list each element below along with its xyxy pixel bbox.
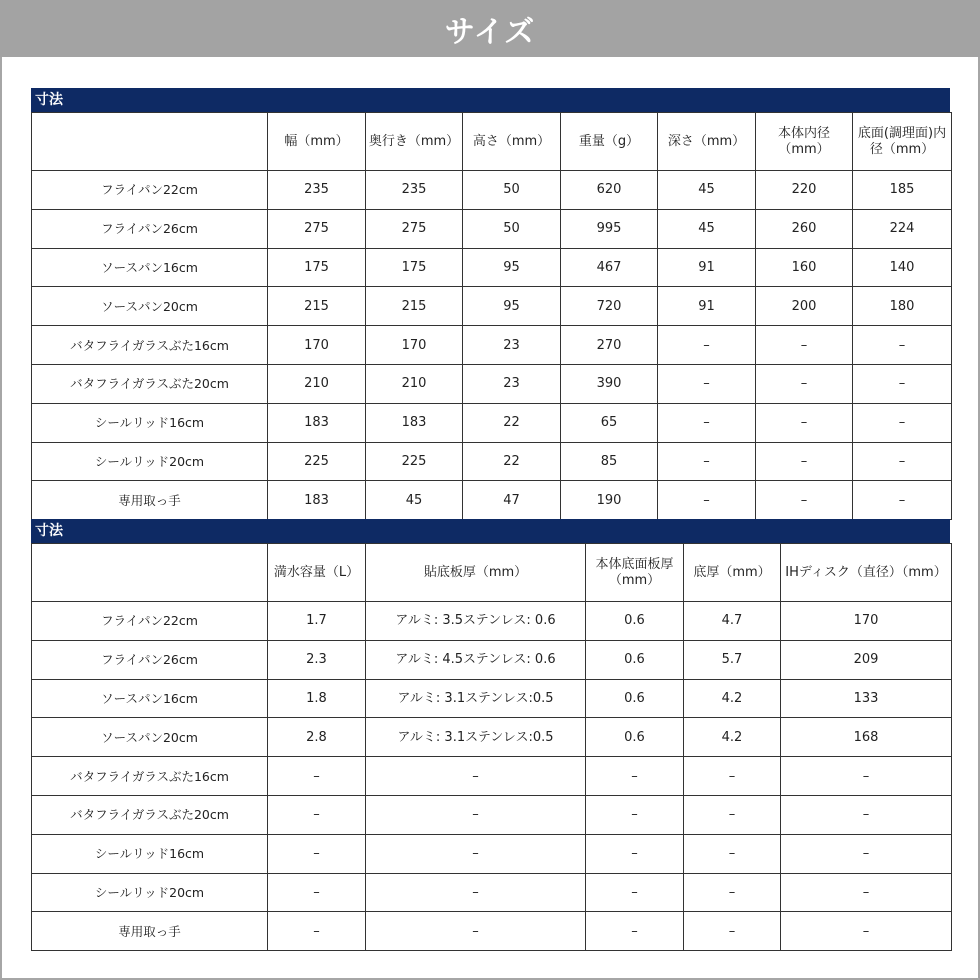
value-cell: 270 xyxy=(561,326,658,365)
value-cell: 170 xyxy=(268,326,366,365)
value-cell: 235 xyxy=(366,171,463,210)
value-cell: – xyxy=(853,481,952,520)
value-cell: 0.6 xyxy=(586,640,684,679)
value-cell: 210 xyxy=(366,364,463,403)
value-cell: 45 xyxy=(658,171,756,210)
value-cell: – xyxy=(586,757,684,796)
value-cell: – xyxy=(781,912,952,951)
value-cell: – xyxy=(756,326,853,365)
header-cell xyxy=(32,113,268,171)
product-name-cell: バタフライガラスぶた16cm xyxy=(32,757,268,796)
value-cell: アルミ: 4.5ステンレス: 0.6 xyxy=(366,640,586,679)
page-banner xyxy=(0,0,980,57)
value-cell: 209 xyxy=(781,640,952,679)
table-row xyxy=(32,757,952,796)
header-cell: 高さ（mm） xyxy=(463,113,561,171)
value-cell: 185 xyxy=(853,171,952,210)
value-cell: 0.6 xyxy=(586,602,684,641)
table-row xyxy=(32,287,952,326)
product-name-cell: シールリッド16cm xyxy=(32,834,268,873)
table-row xyxy=(32,248,952,287)
value-cell: – xyxy=(853,403,952,442)
table-row xyxy=(32,640,952,679)
table-row xyxy=(32,442,952,481)
table-row xyxy=(32,602,952,641)
product-name-cell: フライパン22cm xyxy=(32,171,268,210)
product-name-cell: 専用取っ手 xyxy=(32,481,268,520)
value-cell: – xyxy=(366,912,586,951)
value-cell: 140 xyxy=(853,248,952,287)
product-name-cell: バタフライガラスぶた16cm xyxy=(32,326,268,365)
value-cell: 85 xyxy=(561,442,658,481)
value-cell: 225 xyxy=(268,442,366,481)
table-row xyxy=(32,912,952,951)
header-cell: 深さ（mm） xyxy=(658,113,756,171)
value-cell: 0.6 xyxy=(586,718,684,757)
value-cell: – xyxy=(658,326,756,365)
value-cell: 168 xyxy=(781,718,952,757)
table-row xyxy=(32,834,952,873)
section-header-1: 寸法 xyxy=(31,88,950,112)
header-cell: 底面(調理面)内径（mm） xyxy=(853,113,952,171)
banner-title: サイズ xyxy=(444,14,536,50)
header-cell: 重量（g） xyxy=(561,113,658,171)
table-row xyxy=(32,364,952,403)
value-cell: 220 xyxy=(756,171,853,210)
value-cell: 50 xyxy=(463,171,561,210)
value-cell: 183 xyxy=(268,403,366,442)
table-row xyxy=(32,679,952,718)
dimensions-table-2 xyxy=(31,543,952,951)
value-cell: 175 xyxy=(366,248,463,287)
value-cell: アルミ: 3.1ステンレス:0.5 xyxy=(366,718,586,757)
header-cell: 貼底板厚（mm） xyxy=(366,544,586,602)
value-cell: 23 xyxy=(463,326,561,365)
value-cell: 1.7 xyxy=(268,602,366,641)
value-cell: – xyxy=(756,364,853,403)
value-cell: – xyxy=(781,757,952,796)
value-cell: 47 xyxy=(463,481,561,520)
product-name-cell: ソースパン16cm xyxy=(32,679,268,718)
value-cell: 5.7 xyxy=(684,640,781,679)
header-cell: IHディスク（直径）（mm） xyxy=(781,544,952,602)
value-cell: 1.8 xyxy=(268,679,366,718)
header-cell: 満水容量（L） xyxy=(268,544,366,602)
value-cell: 275 xyxy=(268,209,366,248)
product-name-cell: フライパン26cm xyxy=(32,209,268,248)
value-cell: – xyxy=(781,795,952,834)
value-cell: – xyxy=(658,364,756,403)
header-cell: 奥行き（mm） xyxy=(366,113,463,171)
value-cell: – xyxy=(268,912,366,951)
value-cell: – xyxy=(853,326,952,365)
product-name-cell: ソースパン20cm xyxy=(32,718,268,757)
value-cell: 95 xyxy=(463,287,561,326)
value-cell: 22 xyxy=(463,442,561,481)
value-cell: – xyxy=(781,873,952,912)
value-cell: – xyxy=(366,757,586,796)
value-cell: – xyxy=(658,442,756,481)
table-row xyxy=(32,718,952,757)
value-cell: – xyxy=(366,795,586,834)
value-cell: 45 xyxy=(366,481,463,520)
value-cell: 65 xyxy=(561,403,658,442)
value-cell: 91 xyxy=(658,248,756,287)
value-cell: – xyxy=(268,795,366,834)
product-name-cell: シールリッド20cm xyxy=(32,873,268,912)
value-cell: – xyxy=(756,442,853,481)
table-header-row xyxy=(32,544,952,602)
value-cell: – xyxy=(586,834,684,873)
value-cell: 50 xyxy=(463,209,561,248)
value-cell: – xyxy=(756,403,853,442)
value-cell: – xyxy=(658,403,756,442)
value-cell: – xyxy=(586,795,684,834)
value-cell: 23 xyxy=(463,364,561,403)
value-cell: 224 xyxy=(853,209,952,248)
value-cell: 180 xyxy=(853,287,952,326)
table-row xyxy=(32,171,952,210)
value-cell: 0.6 xyxy=(586,679,684,718)
value-cell: 225 xyxy=(366,442,463,481)
value-cell: 175 xyxy=(268,248,366,287)
section-header-2: 寸法 xyxy=(31,519,950,543)
product-name-cell: バタフライガラスぶた20cm xyxy=(32,364,268,403)
product-name-cell: フライパン22cm xyxy=(32,602,268,641)
value-cell: 183 xyxy=(366,403,463,442)
value-cell: – xyxy=(853,364,952,403)
value-cell: 133 xyxy=(781,679,952,718)
product-name-cell: フライパン26cm xyxy=(32,640,268,679)
value-cell: 190 xyxy=(561,481,658,520)
value-cell: 4.7 xyxy=(684,602,781,641)
value-cell: アルミ: 3.1ステンレス:0.5 xyxy=(366,679,586,718)
value-cell: 22 xyxy=(463,403,561,442)
value-cell: – xyxy=(366,873,586,912)
value-cell: – xyxy=(586,912,684,951)
value-cell: 170 xyxy=(781,602,952,641)
header-cell: 底厚（mm） xyxy=(684,544,781,602)
value-cell: 260 xyxy=(756,209,853,248)
value-cell: 620 xyxy=(561,171,658,210)
value-cell: – xyxy=(268,834,366,873)
value-cell: 2.3 xyxy=(268,640,366,679)
table-row xyxy=(32,326,952,365)
header-cell xyxy=(32,544,268,602)
value-cell: 720 xyxy=(561,287,658,326)
value-cell: – xyxy=(268,873,366,912)
value-cell: – xyxy=(268,757,366,796)
header-cell: 幅（mm） xyxy=(268,113,366,171)
table-header-row xyxy=(32,113,952,171)
value-cell: – xyxy=(366,834,586,873)
product-name-cell: ソースパン20cm xyxy=(32,287,268,326)
value-cell: 170 xyxy=(366,326,463,365)
value-cell: 215 xyxy=(268,287,366,326)
product-name-cell: シールリッド20cm xyxy=(32,442,268,481)
value-cell: 210 xyxy=(268,364,366,403)
value-cell: 45 xyxy=(658,209,756,248)
value-cell: – xyxy=(684,757,781,796)
value-cell: – xyxy=(684,912,781,951)
value-cell: 4.2 xyxy=(684,718,781,757)
value-cell: 275 xyxy=(366,209,463,248)
value-cell: 95 xyxy=(463,248,561,287)
value-cell: 4.2 xyxy=(684,679,781,718)
value-cell: – xyxy=(684,795,781,834)
value-cell: 2.8 xyxy=(268,718,366,757)
table-row xyxy=(32,403,952,442)
value-cell: – xyxy=(658,481,756,520)
value-cell: 467 xyxy=(561,248,658,287)
value-cell: 995 xyxy=(561,209,658,248)
value-cell: 390 xyxy=(561,364,658,403)
value-cell: – xyxy=(781,834,952,873)
table-row xyxy=(32,209,952,248)
product-name-cell: バタフライガラスぶた20cm xyxy=(32,795,268,834)
table-row xyxy=(32,795,952,834)
dimensions-table-1 xyxy=(31,112,952,520)
value-cell: 200 xyxy=(756,287,853,326)
value-cell: – xyxy=(756,481,853,520)
value-cell: 91 xyxy=(658,287,756,326)
value-cell: 215 xyxy=(366,287,463,326)
value-cell: – xyxy=(586,873,684,912)
product-name-cell: ソースパン16cm xyxy=(32,248,268,287)
product-name-cell: 専用取っ手 xyxy=(32,912,268,951)
value-cell: 183 xyxy=(268,481,366,520)
header-cell: 本体底面板厚（mm） xyxy=(586,544,684,602)
header-cell: 本体内径（mm） xyxy=(756,113,853,171)
value-cell: – xyxy=(684,873,781,912)
value-cell: 160 xyxy=(756,248,853,287)
value-cell: 235 xyxy=(268,171,366,210)
table-row xyxy=(32,873,952,912)
value-cell: – xyxy=(853,442,952,481)
product-name-cell: シールリッド16cm xyxy=(32,403,268,442)
table-row xyxy=(32,481,952,520)
value-cell: アルミ: 3.5ステンレス: 0.6 xyxy=(366,602,586,641)
value-cell: – xyxy=(684,834,781,873)
